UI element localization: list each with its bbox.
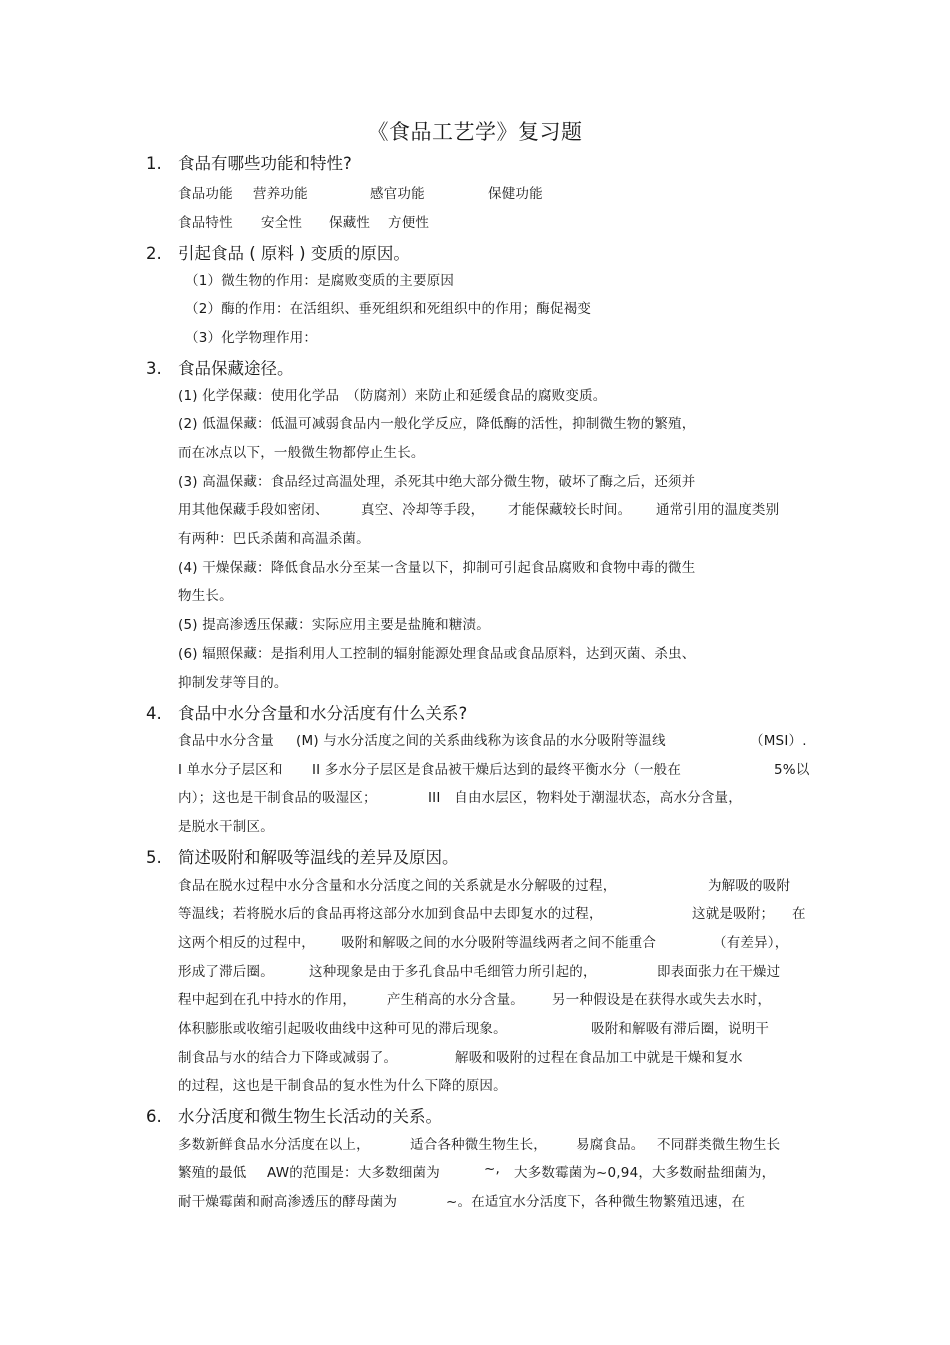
answer-line: 抑制发芽等目的。 [178, 675, 288, 691]
answer-segment: 制食品与水的结合力下降或减弱了。 [178, 1050, 398, 1066]
answer-term: 安全性 [261, 215, 303, 231]
question-text: 简述吸附和解吸等温线的差异及原因。 [178, 848, 459, 867]
answer-segment: 为解吸的吸附 [708, 878, 791, 894]
answer-line: (6) 辐照保藏：是指利用人工控制的辐射能源处理食品或食品原料，达到灭菌、杀虫、 [178, 646, 696, 662]
answer-segment: 吸附和解吸之间的水分吸附等温线两者之间不能重合 [341, 935, 657, 951]
answer-segment: 大多数霉菌为 [514, 1165, 597, 1181]
answer-segment: ~。在适宜水分活度下，各种微生物繁殖迅速，在 [446, 1194, 746, 1210]
answer-line: (4) 干燥保藏：降低食品水分至某一含量以下，抑制可引起食品腐败和食物中毒的微生 [178, 560, 696, 576]
answer-segment: 多数新鲜食品水分活度在以上， [178, 1137, 370, 1153]
answer-segment: 繁殖的最低 [178, 1165, 247, 1181]
answer-segment: 食品中水分含量 [178, 733, 274, 749]
question-1-heading [146, 150, 352, 174]
answer-term: 食品功能 [178, 186, 233, 202]
answer-line: 有两种：巴氏杀菌和高温杀菌。 [178, 531, 370, 547]
question-number: 2. [146, 244, 162, 263]
answer-segment: 解吸和吸附的过程在食品加工中就是干燥和复水 [455, 1050, 743, 1066]
question-number: 6. [146, 1107, 162, 1126]
question-2-heading [146, 240, 410, 264]
answer-line: 物生长。 [178, 588, 233, 604]
question-5-heading [146, 844, 459, 868]
question-6-heading [146, 1103, 442, 1127]
answer-line: （3）化学物理作用： [185, 330, 318, 346]
answer-line: （2）酶的作用：在活组织、垂死组织和死组织中的作用；酶促褐变 [185, 301, 592, 317]
answer-segment: 真空、冷却等手段， [361, 502, 485, 518]
answer-segment: II 多水分子层区是食品被干燥后达到的最终平衡水分（一般在 [312, 762, 682, 778]
answer-term: 感官功能 [370, 186, 425, 202]
answer-line: 而在冰点以下，一般微生物都停止生长。 [178, 445, 425, 461]
answer-line: 是脱水干制区。 [178, 819, 274, 835]
answer-segment: 另一种假设是在获得水或失去水时， [552, 992, 772, 1008]
question-number: 1. [146, 154, 162, 173]
answer-segment: 食品在脱水过程中水分含量和水分活度之间的关系就是水分解吸的过程， [178, 878, 617, 894]
answer-segment: 这种现象是由于多孔食品中毛细管力所引起的， [309, 964, 597, 980]
answer-term: 保藏性 [329, 215, 371, 231]
answer-line: (2) 低温保藏：低温可减弱食品内一般化学反应，降低酶的活性，抑制微生物的繁殖， [178, 416, 696, 432]
answer-line: (5) 提高渗透压保藏：实际应用主要是盐腌和糖渍。 [178, 617, 490, 633]
question-number: 5. [146, 848, 162, 867]
answer-segment: 用其他保藏手段如密闭、 [178, 502, 329, 518]
question-text: 水分活度和微生物生长活动的关系。 [178, 1107, 442, 1126]
answer-segment: 易腐食品。 [576, 1137, 645, 1153]
answer-segment: 产生稍高的水分含量。 [387, 992, 524, 1008]
answer-segment: （有差异）， [713, 935, 789, 951]
answer-segment: AW的范围是：大多数细菌为 [267, 1165, 440, 1181]
question-number: 4. [146, 704, 162, 723]
answer-segment: 等温线；若将脱水后的食品再将这部分水加到食品中去即复水的过程， [178, 906, 603, 922]
answer-segment: ~0,94，大多数耐盐细菌为， [596, 1165, 776, 1181]
question-text: 食品有哪些功能和特性? [178, 154, 352, 173]
answer-segment: 这两个相反的过程中， [178, 935, 315, 951]
answer-segment: 吸附和解吸有滞后圈，说明干 [591, 1021, 770, 1037]
answer-line: (3) 高温保藏：食品经过高温处理，杀死其中绝大部分微生物，破坏了酶之后，还须并 [178, 474, 696, 490]
answer-term: 保健功能 [488, 186, 543, 202]
question-text: 食品中水分含量和水分活度有什么关系? [178, 704, 468, 723]
answer-segment: 5%以 [774, 762, 810, 778]
question-3-heading [146, 355, 294, 379]
answer-line: (1) 化学保藏：使用化学品 （防腐剂）来防止和延缓食品的腐败变质。 [178, 388, 607, 404]
answer-segment: 即表面张力在干燥过 [657, 964, 781, 980]
answer-segment: 内）；这也是干制食品的吸湿区； [178, 790, 377, 806]
answer-term: 营养功能 [253, 186, 308, 202]
answer-term: 食品特性 [178, 215, 233, 231]
answer-segment: (M) 与水分活度之间的关系曲线称为该食品的水分吸附等温线 [296, 733, 666, 749]
answer-segment: III 自由水层区，物料处于潮湿状态，高水分含量， [428, 790, 742, 806]
answer-segment: 才能保藏较长时间。 [508, 502, 632, 518]
answer-segment: 这就是吸附； [692, 906, 775, 922]
answer-segment: 不同群类微生物生长 [657, 1137, 781, 1153]
page-title: 《食品工艺学》复习题 [367, 120, 583, 144]
answer-segment: ~, [484, 1161, 501, 1177]
answer-line: （1）微生物的作用：是腐败变质的主要原因 [185, 273, 455, 289]
answer-segment: 在 [792, 906, 806, 922]
question-text: 引起食品 ( 原料 ) 变质的原因。 [178, 244, 410, 263]
answer-segment: 程中起到在孔中持水的作用， [178, 992, 357, 1008]
answer-segment: 适合各种微生物生长， [410, 1137, 547, 1153]
answer-segment: 通常引用的温度类别 [656, 502, 780, 518]
question-number: 3. [146, 359, 162, 378]
answer-segment: 形成了滞后圈。 [178, 964, 274, 980]
answer-segment: 耐干燥霉菌和耐高渗透压的酵母菌为 [178, 1194, 398, 1210]
question-text: 食品保藏途径。 [178, 359, 294, 378]
answer-line: 的过程，这也是干制食品的复水性为什么下降的原因。 [178, 1078, 507, 1094]
answer-segment: 体积膨胀或收缩引起吸收曲线中这种可见的滞后现象。 [178, 1021, 507, 1037]
answer-segment: （MSI）. [750, 733, 807, 749]
question-4-heading [146, 700, 467, 724]
answer-term: 方便性 [388, 215, 430, 231]
answer-segment: I 单水分子层区和 [178, 762, 283, 778]
